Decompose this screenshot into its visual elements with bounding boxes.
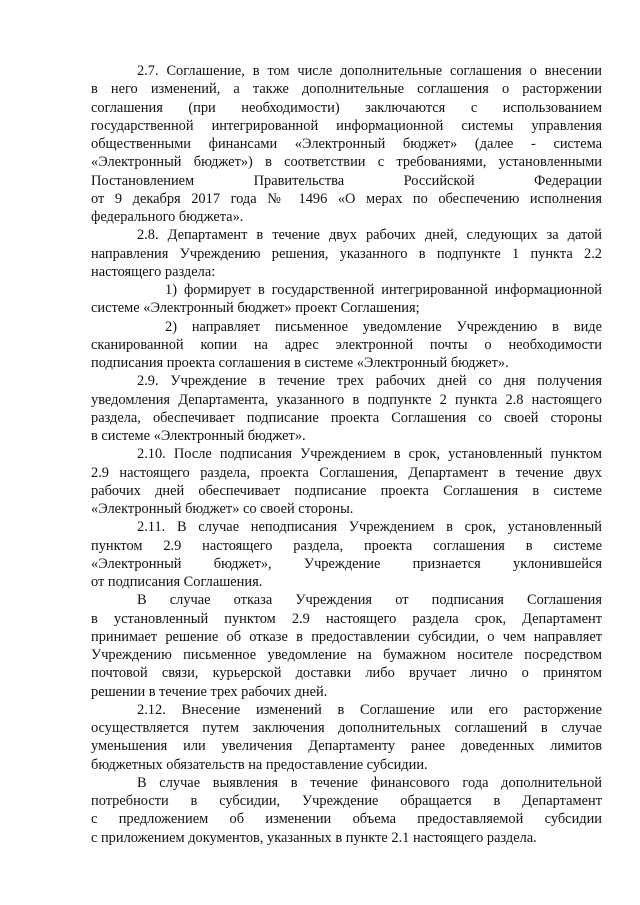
text-line: В случае выявления в течение финансового года дополнительной bbox=[137, 774, 602, 791]
text-line: Учреждению письменное уведомление на бумажном носителе посредством bbox=[91, 647, 602, 663]
text-line: с приложением документов, указанных в пункте 2.1 настоящего раздела. bbox=[91, 829, 537, 846]
text-line: подписания проекта соглашения в системе «Электронный бюджет». bbox=[91, 355, 509, 371]
text-line: в него изменений, а также дополнительные соглашения о расторжении bbox=[91, 81, 602, 98]
text-line: бюджетных обязательств на предоставление субсидии. bbox=[91, 756, 428, 773]
text-line: государственной интегрированной информационной системы управления bbox=[91, 117, 602, 134]
text-line: «Электронный бюджет» со своей стороны. bbox=[91, 501, 354, 517]
text-line: настоящего раздела: bbox=[91, 263, 216, 280]
text-line: сканированной копии на адрес электронной почты о необходимости bbox=[91, 336, 602, 353]
text-line: уведомления Департамента, указанного в подпункте 2 пункта 2.8 настоящего bbox=[91, 391, 602, 408]
text-line: 2.9 настоящего раздела, проекта Соглашения, Департамент в течение двух bbox=[91, 464, 602, 481]
text-line: 2.7. Соглашение, в том числе дополнительные соглашения о внесении bbox=[137, 63, 602, 79]
text-line: рабочих дней обеспечивает подписание проекта Соглашения в системе bbox=[91, 482, 602, 499]
text-line: 2.9. Учреждение в течение трех рабочих дней со дня получения bbox=[137, 373, 602, 390]
text-line: соглашения (при необходимости) заключаются с использованием bbox=[91, 99, 602, 116]
text-line: почтовой связи, курьерской доставки либо вручает лично о принятом bbox=[91, 665, 602, 682]
text-line: в системе «Электронный бюджет». bbox=[91, 428, 306, 444]
text-line: пунктом 2.9 настоящего раздела, проекта соглашения в системе bbox=[91, 537, 602, 554]
text-line: общественными финансами «Электронный бюджет» (далее - система bbox=[91, 136, 602, 152]
text-line: 2) направляет письменное уведомление Учреждению в виде bbox=[165, 318, 602, 335]
text-line: «Электронный бюджет») в соответствии с требованиями, установленными bbox=[91, 154, 602, 171]
text-line: от подписания Соглашения. bbox=[91, 574, 263, 590]
text-line: направления Учреждению решения, указанного в подпункте 1 пункта 2.2 bbox=[91, 245, 602, 262]
text-line: 1) формирует в государственной интегрированной информационной bbox=[165, 282, 602, 298]
text-line: системе «Электронный бюджет» проект Соглашения; bbox=[91, 300, 420, 317]
text-line: 2.10. После подписания Учреждением в срок, установленный пунктом bbox=[137, 446, 602, 463]
text-line: в установленный пунктом 2.9 настоящего раздела срок, Департамент bbox=[91, 610, 602, 627]
text-line: от 9 декабря 2017 года № 1496 «О мерах по обеспечению исполнения bbox=[91, 190, 602, 207]
text-line: с предложением об изменении объема предоставляемой субсидии bbox=[91, 811, 602, 828]
text-line: 2.11. В случае неподписания Учреждением в срок, установленный bbox=[137, 519, 602, 536]
text-line: федерального бюджета». bbox=[91, 209, 244, 225]
text-line: «Электронный бюджет», Учреждение признается уклонившейся bbox=[91, 555, 602, 572]
text-line: потребности в субсидии, Учреждение обращается в Департамент bbox=[91, 793, 602, 809]
text-line: раздела, обеспечивает подписание проекта Соглашения со своей стороны bbox=[91, 409, 602, 426]
text-line: 2.8. Департамент в течение двух рабочих дней, следующих за датой bbox=[137, 227, 602, 244]
text-line: осуществляется путем заключения дополнительных соглашений в случае bbox=[91, 720, 602, 736]
text-line: принимает решение об отказе в предоставлении субсидии, о чем направляет bbox=[91, 628, 602, 645]
text-line: 2.12. Внесение изменений в Соглашение или его расторжение bbox=[137, 701, 602, 718]
text-line: решении в течение трех рабочих дней. bbox=[91, 683, 328, 700]
text-line: Постановлением Правительства Российской Федерации bbox=[91, 172, 602, 189]
text-line: уменьшения или увеличения Департаменту ранее доведенных лимитов bbox=[91, 738, 602, 755]
text-line: В случае отказа Учреждения от подписания Соглашения bbox=[137, 592, 602, 609]
